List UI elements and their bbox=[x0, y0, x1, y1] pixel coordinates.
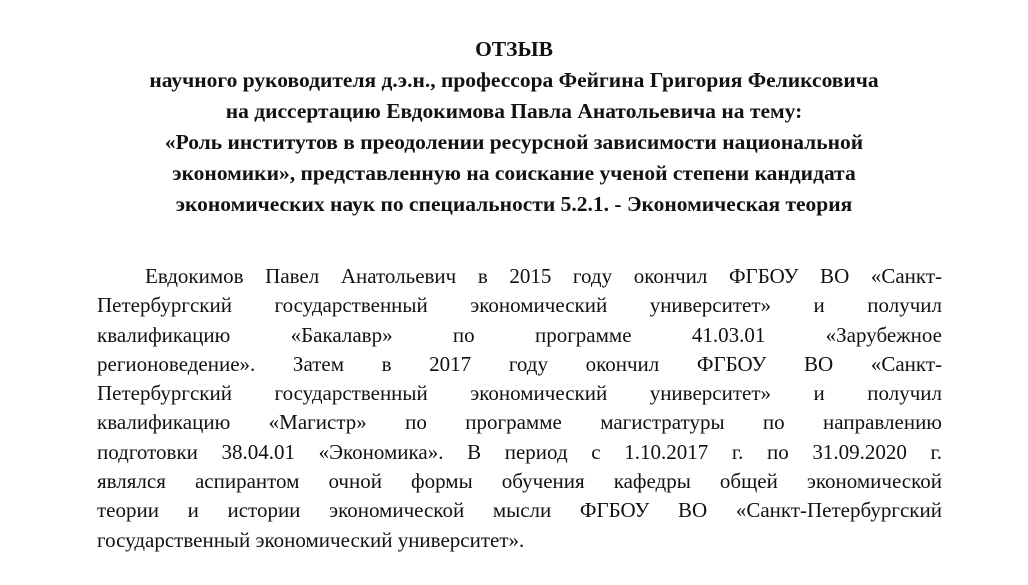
paragraph-line: квалификацию «Бакалавр» по программе 41.03.01 «Зарубежное bbox=[97, 322, 942, 347]
paragraph-line: Евдокимов Павел Анатольевич в 2015 году окончил ФГБОУ ВО «Санкт- bbox=[145, 264, 942, 288]
subtitle-line: экономики», представленную на соискание ученой степени кандидата bbox=[172, 161, 856, 185]
body-paragraph bbox=[97, 262, 942, 555]
paragraph-line: квалификацию «Магистр» по программе магистратуры по направлению bbox=[97, 410, 942, 435]
subtitle-line: на диссертацию Евдокимова Павла Анатольевича на тему: bbox=[225, 99, 803, 123]
paragraph-line: Петербургский государственный экономический университет» и получил bbox=[97, 381, 942, 406]
paragraph-line: являлся аспирантом очной формы обучения кафедры общей экономической bbox=[97, 469, 942, 494]
document-title: ОТЗЫВ bbox=[475, 37, 553, 61]
document-heading bbox=[0, 34, 1028, 220]
subtitle-line: научного руководителя д.э.н., профессора Фейгина Григория Феликсовича bbox=[149, 68, 879, 92]
subtitle-line: экономических наук по специальности 5.2.1. - Экономическая теория bbox=[175, 192, 853, 216]
paragraph-line: регионоведение». Затем в 2017 году окончил ФГБОУ ВО «Санкт- bbox=[97, 351, 942, 376]
paragraph-line: государственный экономический университет». bbox=[97, 527, 525, 552]
paragraph-line: теории и истории экономической мысли ФГБОУ ВО «Санкт-Петербургский bbox=[97, 498, 942, 523]
paragraph-line: подготовки 38.04.01 «Экономика». В период с 1.10.2017 г. по 31.09.2020 г. bbox=[97, 439, 942, 464]
paragraph-line: Петербургский государственный экономический университет» и получил bbox=[97, 293, 942, 318]
subtitle-line: «Роль институтов в преодолении ресурсной зависимости национальной bbox=[164, 130, 864, 154]
